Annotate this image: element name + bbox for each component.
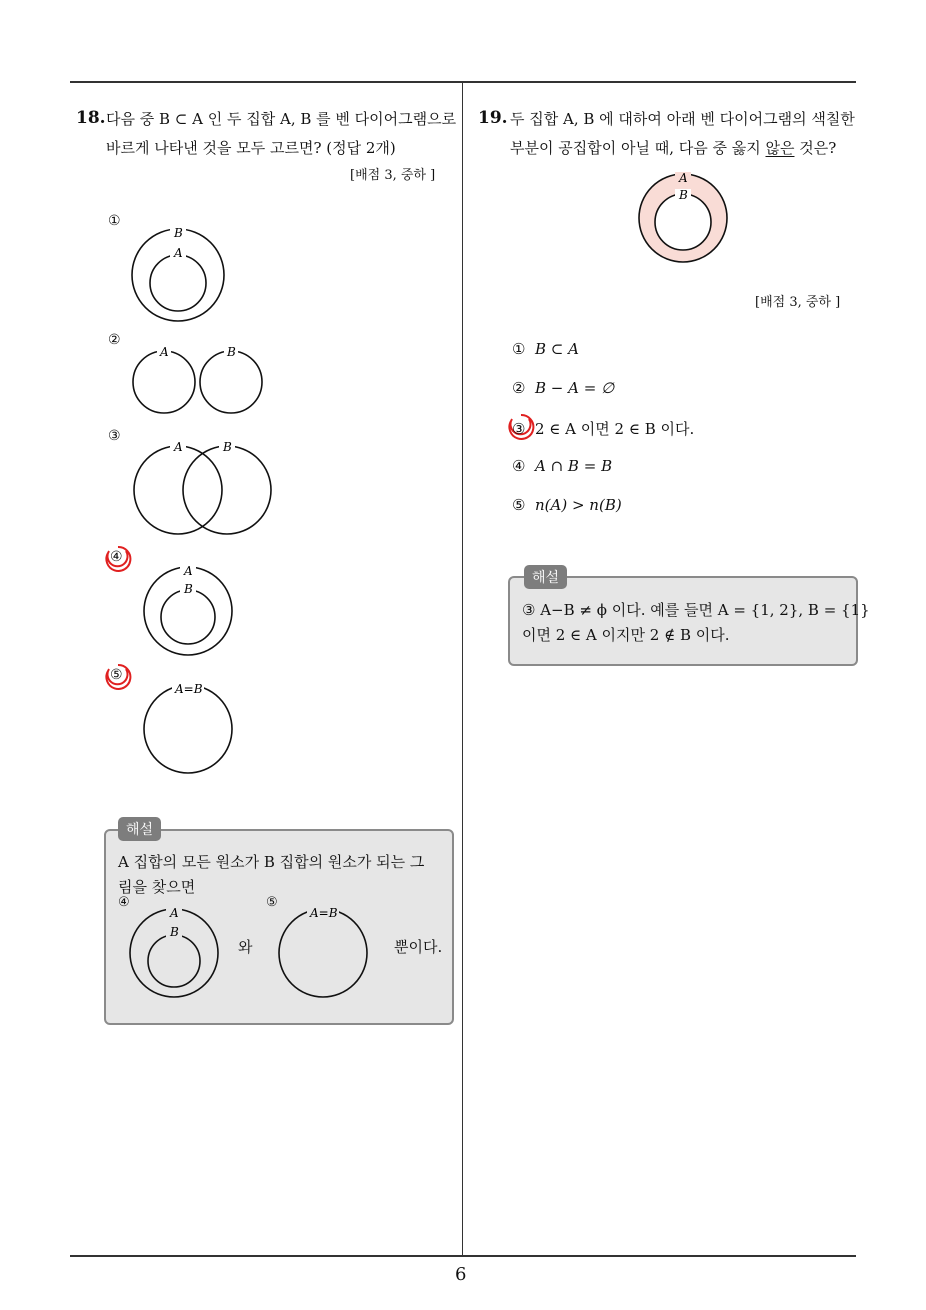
q18-option4-mark[interactable]: ④ bbox=[110, 549, 123, 565]
column-divider bbox=[462, 83, 463, 1256]
q18-question-line1: 다음 중 B ⊂ A 인 두 집합 A, B 를 벤 다이어그램으로 bbox=[106, 110, 457, 128]
q18-explanation-connector: 와 bbox=[238, 938, 253, 956]
q18-explanation-diagram4 bbox=[128, 907, 223, 1002]
q19-option3[interactable] bbox=[512, 418, 694, 439]
q18-explanation-line1: A 집합의 모든 원소가 B 집합의 원소가 되는 그 bbox=[118, 853, 425, 871]
q18-option3-mark[interactable]: ③ bbox=[108, 428, 121, 444]
label-a: A bbox=[174, 246, 183, 260]
q19-explanation-tag: 해설 bbox=[524, 565, 567, 589]
option-mark: ① bbox=[512, 340, 526, 358]
q19-option4[interactable] bbox=[512, 457, 612, 475]
q19-option5[interactable] bbox=[512, 496, 622, 514]
q18-option3-diagram bbox=[130, 441, 275, 541]
label-a: A bbox=[170, 906, 179, 920]
q19-score: [배점 3, 중하 ] bbox=[755, 295, 841, 310]
option-mark: ④ bbox=[512, 457, 526, 475]
label-a: A bbox=[184, 564, 193, 578]
circle-b bbox=[200, 351, 262, 413]
inner-circle bbox=[655, 194, 711, 250]
label-a: A bbox=[160, 345, 169, 359]
inner-circle bbox=[161, 590, 215, 644]
q18-option4-diagram bbox=[142, 565, 237, 660]
q19-option1[interactable] bbox=[512, 340, 579, 358]
label-b: B bbox=[174, 226, 183, 240]
circle-ab bbox=[279, 909, 367, 997]
q18-explanation-mark5: ⑤ bbox=[266, 895, 278, 910]
option-text: 2 ∈ A 이면 2 ∈ B 이다. bbox=[535, 420, 695, 438]
q18-explanation-tag: 해설 bbox=[118, 817, 161, 841]
inner-circle bbox=[150, 255, 206, 311]
circle-a bbox=[133, 351, 195, 413]
q19-explanation-line1: ③ A−B ≠ ϕ 이다. 예를 들면 A = {1, 2}, B = {1} bbox=[522, 601, 870, 619]
q18-option5-mark[interactable]: ⑤ bbox=[110, 667, 123, 683]
q19-line2-before: 부분이 공집합이 아닐 때, 다음 중 옳지 bbox=[510, 139, 766, 157]
q19-line2-underlined: 않은 bbox=[765, 139, 795, 157]
label-a: A bbox=[679, 171, 688, 185]
label-b: B bbox=[184, 582, 193, 596]
q19-option2[interactable] bbox=[512, 379, 614, 397]
label-b: B bbox=[223, 440, 232, 454]
q18-explanation-mark4: ④ bbox=[118, 895, 130, 910]
q18-question-line2: 바르게 나타낸 것을 모두 고르면? (정답 2개) bbox=[106, 139, 396, 157]
circle-b bbox=[183, 446, 271, 534]
option-text: A ∩ B = B bbox=[535, 457, 613, 475]
q19-venn-diagram bbox=[637, 172, 732, 267]
option-mark: ⑤ bbox=[512, 496, 526, 514]
q18-option2-mark[interactable]: ② bbox=[108, 332, 121, 348]
option-mark: ③ bbox=[512, 420, 526, 438]
circle-a bbox=[134, 446, 222, 534]
q18-option2-diagram bbox=[132, 345, 267, 418]
q19-number: 19. bbox=[478, 108, 508, 128]
q18-option1-diagram bbox=[130, 225, 230, 325]
top-rule bbox=[70, 81, 856, 83]
q18-number: 18. bbox=[76, 108, 106, 128]
q19-question-line2 bbox=[510, 134, 836, 163]
q19-explanation-line2: 이면 2 ∈ A 이지만 2 ∉ B 이다. bbox=[522, 626, 730, 644]
q18-explanation-ending: 뿐이다. bbox=[394, 938, 443, 956]
q18-explanation-diagram5 bbox=[277, 907, 372, 1002]
outer-circle bbox=[132, 229, 224, 321]
q18-score: [배점 3, 중하 ] bbox=[350, 168, 436, 183]
outer-circle bbox=[130, 909, 218, 997]
circle-ab bbox=[144, 685, 232, 773]
option-text: n(A) > n(B) bbox=[535, 496, 622, 514]
page-number: 6 bbox=[455, 1264, 467, 1285]
label-b: B bbox=[227, 345, 236, 359]
outer-circle bbox=[144, 567, 232, 655]
label-ab: A=B bbox=[175, 682, 203, 696]
q18-explanation-line2: 림을 찾으면 bbox=[118, 878, 196, 896]
label-a: A bbox=[174, 440, 183, 454]
q18-option1-mark[interactable]: ① bbox=[108, 213, 121, 229]
q18-option5-diagram bbox=[142, 683, 237, 778]
q19-question-line1: 두 집합 A, B 에 대하여 아래 벤 다이어그램의 색칠한 bbox=[510, 110, 855, 128]
label-ab: A=B bbox=[310, 906, 338, 920]
q19-line2-after: 것은? bbox=[794, 139, 837, 157]
label-b: B bbox=[679, 188, 688, 202]
inner-circle bbox=[148, 935, 200, 987]
label-b: B bbox=[170, 925, 179, 939]
bottom-rule bbox=[70, 1255, 856, 1257]
option-text: B − A = ∅ bbox=[535, 379, 615, 397]
option-mark: ② bbox=[512, 379, 526, 397]
option-text: B ⊂ A bbox=[535, 340, 579, 358]
